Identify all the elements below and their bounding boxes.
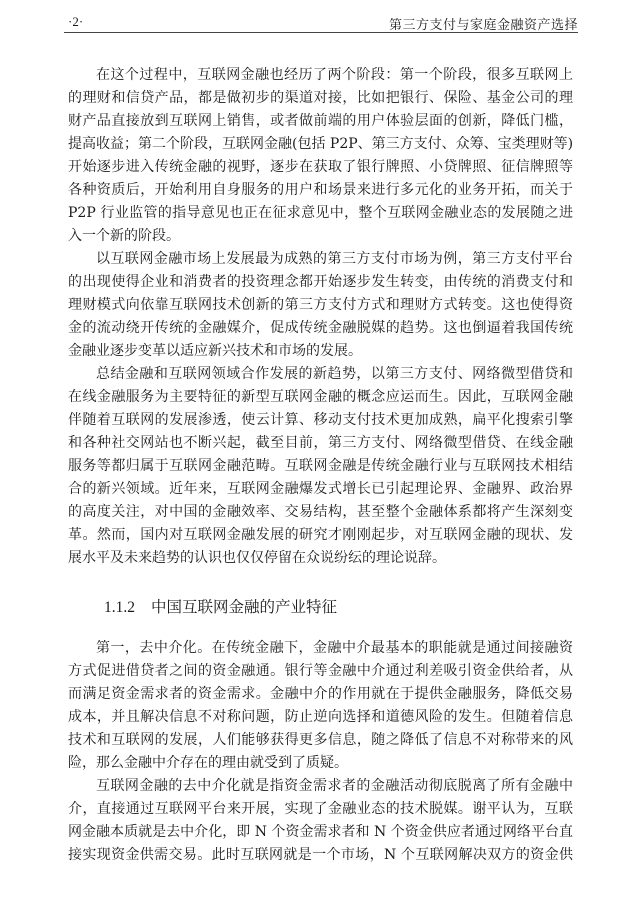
text-line: 的高度关注，对中国的金融效率、交易结构，甚至整个金融体系都将产生深刻变 <box>68 504 573 520</box>
text-line: 金融业逐步变革以适应新兴技术和市场的发展。 <box>68 343 362 359</box>
text-line: 在这个过程中，互联网金融也经历了两个阶段：第一个阶段，很多互联网上 <box>96 67 573 83</box>
text-line: 险，那么金融中介存在的理由就受到了质疑。 <box>68 755 348 771</box>
text-line: 的出现使得企业和消费者的投资理念都开始逐步发生转变，由传统的消费支付和 <box>68 274 573 290</box>
section-heading <box>68 586 573 629</box>
text-line: 而满足资金需求者的资金需求。金融中介的作用就在于提供金融服务，降低交易 <box>68 686 573 702</box>
text-line: 财产品直接放到互联网上销售，或者做前端的用户体验层面的创新，降低门槛， <box>68 113 573 129</box>
text-line: 互联网金融的去中介化就是指资金需求者的金融活动彻底脱离了所有金融中 <box>96 778 573 794</box>
text-line: 介，直接通过互联网平台来开展，实现了金融业态的技术脱媒。谢平认为，互联 <box>68 801 573 817</box>
text-line: 开始逐步进入传统金融的视野，逐步在获取了银行牌照、小贷牌照、征信牌照等 <box>68 159 573 175</box>
text-line: P2P 行业监管的指导意见也正在征求意见中，整个互联网金融业态的发展随之进 <box>68 205 573 221</box>
text-line: 各种资质后，开始利用自身服务的用户和场景来进行多元化的业务开拓，而关于 <box>68 182 573 198</box>
text-line: 接实现资金供需交易。此时互联网就是一个市场，N 个互联网解决双方的资金供 <box>68 847 573 863</box>
paragraph <box>68 248 573 363</box>
text-line: 的理财和信贷产品，都是做初步的渠道对接，比如把银行、保险、基金公司的理 <box>68 90 573 106</box>
text-line: 入一个新的阶段。 <box>68 228 180 244</box>
text-line: 技术和互联网的发展，人们能够获得更多信息，随之降低了信息不对称带来的风 <box>68 732 573 748</box>
text-line: 提高收益；第二个阶段，互联网金融(包括 P2P、第三方支付、众筹、宝类理财等) <box>68 136 574 152</box>
text-line: 合的新兴领域。近年来，互联网金融爆发式增长已引起理论界、金融界、政治界 <box>68 481 573 497</box>
running-title: 第三方支付与家庭金融资产选择 <box>388 18 578 33</box>
text-line: 服务等都归属于互联网金融范畴。互联网金融是传统金融行业与互联网技术相结 <box>68 458 573 474</box>
paragraph <box>68 637 573 775</box>
text-line: 第一，去中介化。在传统金融下，金融中介最基本的职能就是通过间接融资 <box>96 640 573 656</box>
text-line: 伴随着互联网的发展渗透，使云计算、移动支付技术更加成熟，扁平化搜索引擎 <box>68 412 573 428</box>
text-line: 理财模式向依靠互联网技术创新的第三方支付方式和理财方式转变。这也使得资 <box>68 297 573 313</box>
page-body <box>68 64 573 867</box>
page-number: ·2· <box>68 14 84 29</box>
text-line: 方式促进借贷者之间的资金融通。银行等金融中介通过利差吸引资金供给者，从 <box>68 663 573 679</box>
paragraph <box>68 363 573 570</box>
body-text-after-section <box>68 637 573 867</box>
text-line: 成本，并且解决信息不对称问题，防止逆向选择和道德风险的发生。但随着信息 <box>68 709 573 725</box>
section-title: 中国互联网金融的产业特征 <box>151 598 338 616</box>
paragraph <box>68 64 573 248</box>
section-number: 1.1.2 <box>104 599 135 616</box>
text-line: 在线金融服务为主要特征的新型互联网金融的概念应运而生。因此，互联网金融 <box>68 389 573 405</box>
text-line: 金的流动绕开传统的金融媒介，促成传统金融脱媒的趋势。这也倒逼着我国传统 <box>68 320 573 336</box>
paragraph <box>68 775 573 867</box>
running-header <box>64 12 578 33</box>
text-line: 网金融本质就是去中介化，即 N 个资金需求者和 N 个资金供应者通过网络平台直 <box>68 824 573 840</box>
body-text-before-section <box>68 64 573 570</box>
text-line: 展水平及未来趋势的认识也仅仅停留在众说纷纭的理论说辞。 <box>68 550 446 566</box>
text-line: 以互联网金融市场上发展最为成熟的第三方支付市场为例，第三方支付平台 <box>96 251 573 267</box>
text-line: 革。然而，国内对互联网金融发展的研究才刚刚起步，对互联网金融的现状、发 <box>68 527 573 543</box>
text-line: 和各种社交网站也不断兴起，截至目前，第三方支付、网络微型借贷、在线金融 <box>68 435 573 451</box>
text-line: 总结金融和互联网领域合作发展的新趋势，以第三方支付、网络微型借贷和 <box>96 366 573 382</box>
